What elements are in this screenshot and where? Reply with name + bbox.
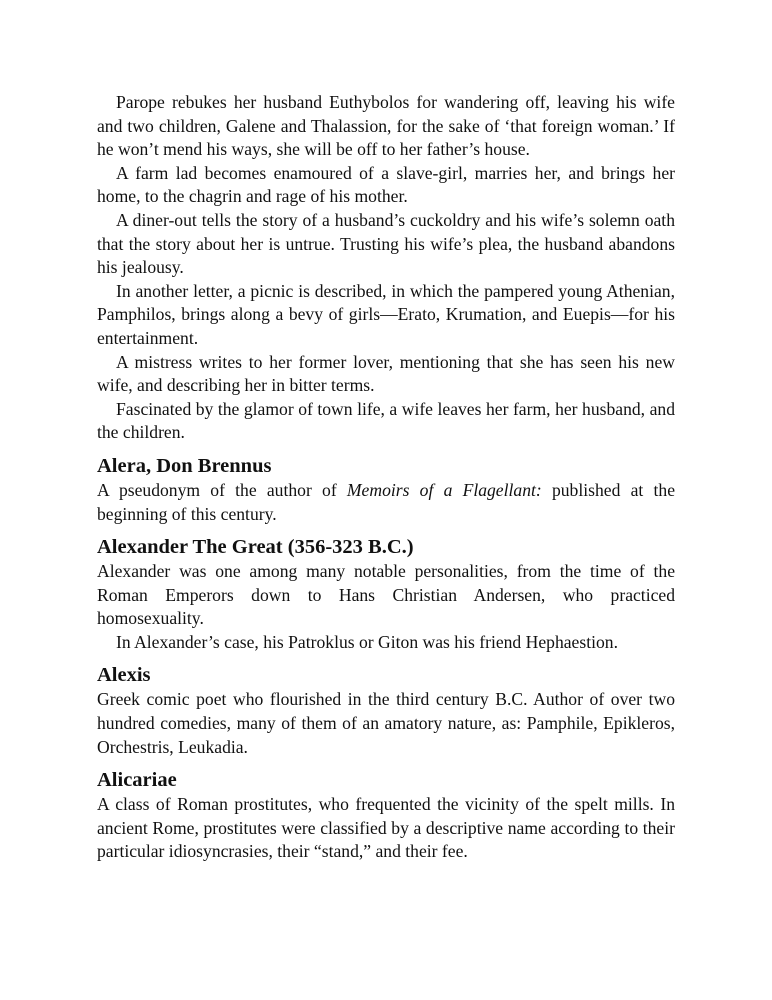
book-title-italic: Memoirs of a Flagellant: <box>346 479 542 500</box>
entry-text: A pseudonym of the author of <box>97 479 347 500</box>
entry-body-alexander: Alexander was one among many notable personalities, from the time of the Roman Emperors down to Hans Christian Andersen, who practiced homosexuality. <box>97 561 675 629</box>
intro-paragraph: Parope rebukes her husband Euthybolos for wandering off, leaving his wife and two children, Galene and Thalassion, for the sake of ‘that foreign woman.’ If he won’t mend his ways, she will be off to her father’s house. <box>97 92 675 160</box>
entry-body-alera <box>97 479 675 526</box>
entry-body-alicariae: A class of Roman prostitutes, who frequented the vicinity of the spelt mills. In ancient Rome, prostitutes were classified by a descriptive name according to their particular idiosyncrasies, their “stand,” and their fee. <box>97 794 675 862</box>
intro-paragraph: A diner-out tells the story of a husband’s cuckoldry and his wife’s solemn oath that the story about her is untrue. Trusting his wife’s plea, the husband abandons his jealousy. <box>97 209 675 278</box>
entry-heading-alicariae: Alicariae <box>97 769 177 792</box>
entry-text: published at the beginning of this century. <box>97 479 676 524</box>
entry-body-alexander: In Alexander’s case, his Patroklus or Giton was his friend Hephaestion. <box>116 631 618 652</box>
entry-heading-alexis: Alexis <box>97 664 151 687</box>
intro-paragraph: Fascinated by the glamor of town life, a wife leaves her farm, her husband, and the children. <box>97 398 675 443</box>
entry-heading-alexander: Alexander The Great (356-323 B.C.) <box>97 536 414 559</box>
entry-body-alexis: Greek comic poet who flourished in the third century B.C. Author of over two hundred comedies, many of them of an amatory nature, as: Pamphile, Epikleros, Orchestris, Leukadia. <box>97 689 675 757</box>
intro-paragraph: A farm lad becomes enamoured of a slave-girl, marries her, and brings her home, to the chagrin and rage of his mother. <box>97 162 675 207</box>
intro-paragraph: In another letter, a picnic is described, in which the pampered young Athenian, Pamphilos, brings along a bevy of girls—Erato, Krumation, and Euepis—for his entertainment. <box>97 280 675 348</box>
document-page <box>97 91 675 864</box>
entry-heading-alera: Alera, Don Brennus <box>97 454 272 477</box>
intro-paragraph: A mistress writes to her former lover, mentioning that she has seen his new wife, and describing her in bitter terms. <box>97 351 675 396</box>
